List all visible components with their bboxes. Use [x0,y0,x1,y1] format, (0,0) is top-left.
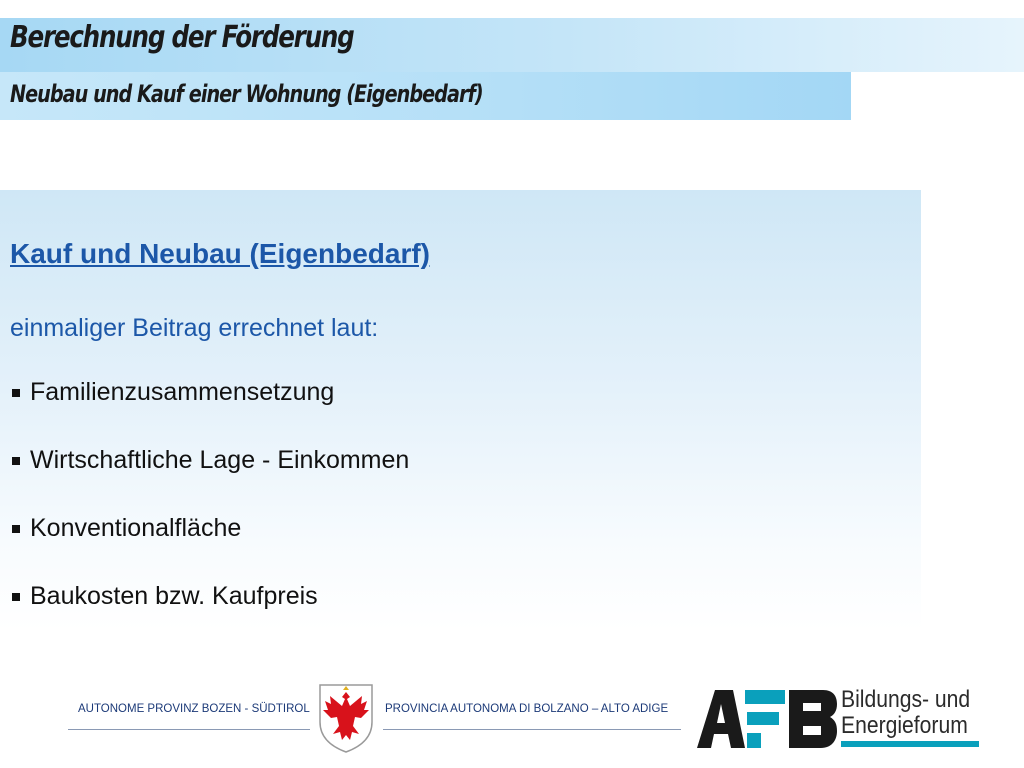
bullet-item [12,582,409,650]
square-bullet-icon [12,525,20,533]
slide-subtitle: Neubau und Kauf einer Wohnung (Eigenbedarf) [10,80,483,108]
footer-divider-right [383,729,681,730]
content-heading: Kauf und Neubau (Eigenbedarf) [10,238,430,269]
bullet-text: Baukosten bzw. Kaufpreis [30,582,318,610]
square-bullet-icon [12,389,20,397]
brand-name-line2: Energieforum [841,712,968,739]
footer-divider-left [68,729,310,730]
footer-province-german: AUTONOME PROVINZ BOZEN - SÜDTIROL [78,703,310,715]
content-intro: einmaliger Beitrag errechnet laut: [10,314,379,342]
eagle-coat-of-arms-icon [317,682,375,754]
bullet-item [12,446,409,514]
bullet-item [12,514,409,582]
bullet-text: Wirtschaftliche Lage - Einkommen [30,446,410,474]
square-bullet-icon [12,457,20,465]
bullet-text: Familienzusammensetzung [30,378,335,406]
afb-logo-icon [697,690,837,748]
brand-name-line1: Bildungs- und [841,686,971,713]
square-bullet-icon [12,593,20,601]
bullet-list [12,378,409,650]
bullet-text: Konventionalfläche [30,514,242,542]
slide-title: Berechnung der Förderung [10,20,354,55]
brand-underline [841,741,979,747]
bullet-item [12,378,409,446]
footer-province-italian: PROVINCIA AUTONOMA DI BOLZANO – ALTO ADIGE [385,703,669,715]
